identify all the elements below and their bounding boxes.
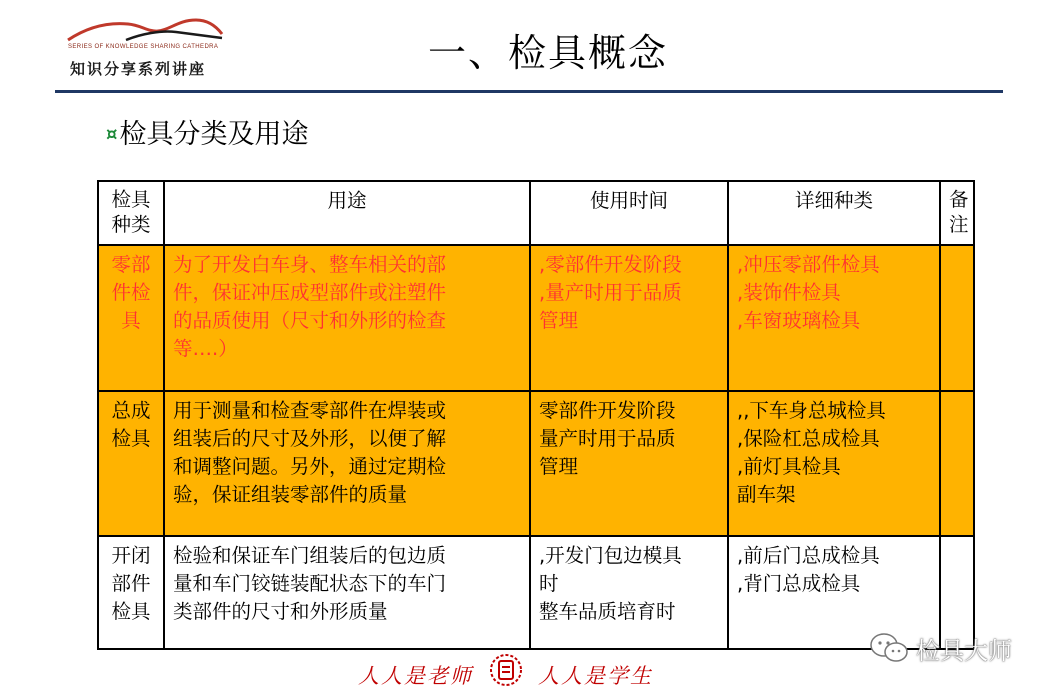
header-text: 种类 xyxy=(111,213,151,236)
cell-line: 的品质使用（尺寸和外形的检查 xyxy=(173,309,447,332)
cell-line: 件检 xyxy=(111,281,151,304)
seal-icon xyxy=(489,652,523,688)
cell-line: 检具 xyxy=(111,600,151,624)
header-category xyxy=(98,181,164,245)
logo-subtitle-cn: 知识分享系列讲座 xyxy=(70,60,207,78)
cell-line: 总成 xyxy=(111,398,151,422)
cell-line: 件，保证冲压成型部件或注塑件 xyxy=(173,281,447,304)
cell-line: 开闭 xyxy=(111,544,151,568)
types-cell xyxy=(728,391,940,537)
header-text: 使用时间 xyxy=(589,189,668,212)
cell-line: 管理 xyxy=(539,309,579,332)
watermark-text: 检具大师 xyxy=(916,636,1012,665)
usage-cell xyxy=(164,245,530,391)
cell-line: ,,下车身总城检具 xyxy=(737,398,886,422)
cell-line: ,冲压零部件检具 xyxy=(737,253,880,276)
cell-line: ,量产时用于品质 xyxy=(539,281,682,304)
cell-line: ,开发门包边模具 xyxy=(539,544,682,568)
page-title: 一、检具概念 xyxy=(428,31,669,75)
category-cell xyxy=(98,245,164,391)
cell-line: 检验和保证车门组装后的包边质 xyxy=(173,544,447,568)
header-note xyxy=(940,181,974,245)
cell-line: ,保险杠总成检具 xyxy=(737,426,880,450)
cell-line: 验，保证组装零部件的质量 xyxy=(173,482,408,506)
logo-subtitle-en: SERIES OF KNOWLEDGE SHARING CATHEDRA xyxy=(68,44,219,50)
category-cell xyxy=(98,536,164,649)
table-row xyxy=(98,536,974,649)
cell-line: 零部件开发阶段 xyxy=(539,398,676,422)
cell-line: ,装饰件检具 xyxy=(737,281,841,304)
cell-line: 为了开发白车身、整车相关的部 xyxy=(173,253,447,276)
watermark xyxy=(868,628,1012,668)
cell-line: 检具 xyxy=(111,426,151,450)
header-text: 备 xyxy=(949,188,969,211)
cell-line: 管理 xyxy=(539,454,579,478)
header-usage xyxy=(164,181,530,245)
title-divider xyxy=(55,90,1003,93)
header-types xyxy=(728,181,940,245)
cell-line: ,零部件开发阶段 xyxy=(539,253,682,276)
cell-line: 具 xyxy=(121,309,141,332)
cell-line: 量产时用于品质 xyxy=(539,426,676,450)
cell-line: 部件 xyxy=(111,572,151,596)
cell-line: 组装后的尺寸及外形，以便了解 xyxy=(173,426,447,450)
time-cell xyxy=(530,536,728,649)
cell-line: 零部 xyxy=(111,253,151,276)
usage-cell xyxy=(164,536,530,649)
cell-line: ,前灯具检具 xyxy=(737,454,841,478)
cell-line: 整车品质培育时 xyxy=(539,600,676,624)
category-cell xyxy=(98,391,164,537)
cell-line: 类部件的尺寸和外形质量 xyxy=(173,600,388,624)
header-text: 注 xyxy=(949,213,969,236)
cell-line: 副车架 xyxy=(737,482,796,506)
cell-line: ,背门总成检具 xyxy=(737,572,861,596)
wechat-icon xyxy=(868,631,910,665)
header-time xyxy=(530,181,728,245)
footer-slogan-left: 人人是老师 xyxy=(358,664,473,688)
section-heading-text: 检具分类及用途 xyxy=(119,119,309,150)
header-text: 用途 xyxy=(327,189,367,212)
cell-line: 用于测量和检查零部件在焊装或 xyxy=(173,398,447,422)
note-cell xyxy=(940,391,974,537)
cell-line: 量和车门铰链装配状态下的车门 xyxy=(173,572,447,596)
logo xyxy=(62,14,232,84)
header-text: 详细种类 xyxy=(794,189,873,212)
bullet-icon: ¤ xyxy=(106,124,118,145)
usage-cell xyxy=(164,391,530,537)
fixture-table xyxy=(97,180,975,650)
table-row xyxy=(98,245,974,391)
table-header-row xyxy=(98,181,974,245)
time-cell xyxy=(530,245,728,391)
header-text: 检具 xyxy=(111,188,151,211)
section-heading xyxy=(106,112,308,151)
time-cell xyxy=(530,391,728,537)
cell-line: 和调整问题。另外，通过定期检 xyxy=(173,454,447,478)
note-cell xyxy=(940,245,974,391)
table-row xyxy=(98,391,974,537)
cell-line: ,前后门总成检具 xyxy=(737,544,880,568)
cell-line: 时 xyxy=(539,572,559,596)
footer-slogan-right: 人人是学生 xyxy=(538,664,653,688)
types-cell xyxy=(728,245,940,391)
cell-line: 等….） xyxy=(173,337,238,360)
cell-line: ,车窗玻璃检具 xyxy=(737,309,861,332)
car-silhouette-icon xyxy=(66,14,226,44)
